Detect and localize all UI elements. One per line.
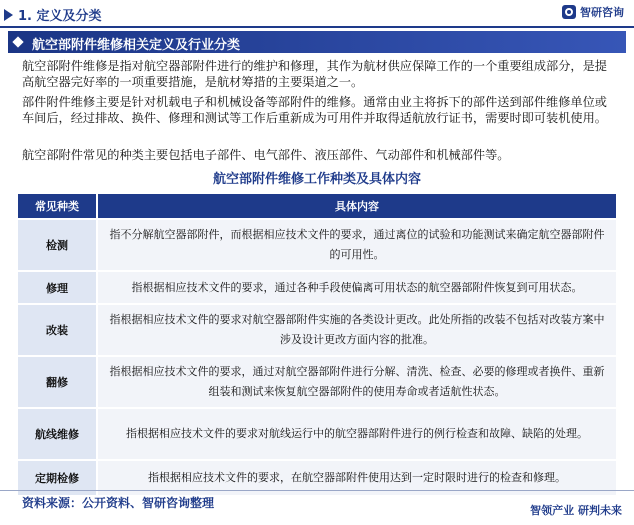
footer-divider — [0, 490, 634, 491]
logo-text: 智研咨询 — [580, 6, 624, 19]
row-content: 指根据相应技术文件的要求，在航空器部附件使用达到一定时限时进行的检查和修理。 — [96, 461, 616, 495]
intro-paragraph-3: 航空部附件常见的种类主要包括电子部件、电气部件、液压部件、气动部件和机械部件等。 — [22, 148, 510, 162]
table-row — [18, 357, 616, 407]
row-content: 指根据相应技术文件的要求对航空器部附件实施的各类设计更改。此处所指的改装不包括对改装方案中涉及设计更改方面内容的批准。 — [96, 305, 616, 355]
top-header — [0, 0, 634, 28]
footer-slogan: 智领产业 研判未来 — [530, 504, 622, 517]
table-row — [18, 409, 616, 459]
brand-logo — [562, 4, 624, 20]
row-type: 改装 — [18, 305, 96, 355]
logo-mark-icon — [562, 5, 576, 19]
intro-paragraph-2: 部件附件维修主要是针对机载电子和机械设备等部附件的维修。通常由业主将拆下的部件送到部件维修单位或车间后，经过排故、换件、修理和测试等工作后重新成为可用件并取得适航放行证书，需要时即可装机使用。 — [22, 95, 607, 125]
intro-paragraph-1: 航空部附件维修是指对航空器部附件进行的维护和修理，其作为航材供应保障工作的一个重要组成部分，是提高航空器完好率的一项重要措施，是航材筹措的主要渠道之一。 — [22, 59, 607, 89]
row-content: 指根据相应技术文件的要求，通过各种手段使偏离可用状态的航空器部附件恢复到可用状态。 — [96, 272, 616, 303]
row-type: 航线维修 — [18, 409, 96, 459]
row-type: 翻修 — [18, 357, 96, 407]
source-note: 资料来源：公开资料、智研咨询整理 — [22, 496, 215, 510]
banner-title: 航空部附件维修相关定义及行业分类 — [32, 38, 241, 53]
title-banner — [8, 31, 626, 53]
table-row — [18, 272, 616, 303]
table-header — [18, 194, 616, 218]
header-divider — [0, 26, 634, 28]
maintenance-types-table — [18, 194, 616, 495]
row-content: 指根据相应技术文件的要求，通过对航空器部附件进行分解、清洗、检查、必要的修理或者换件、重新组装和测试来恢复航空器部附件的使用寿命或者适航性状态。 — [96, 357, 616, 407]
table-row — [18, 220, 616, 270]
row-type: 检测 — [18, 220, 96, 270]
row-content: 指根据相应技术文件的要求对航线运行中的航空器部附件进行的例行检查和故障、缺陷的处理。 — [96, 409, 616, 459]
header-content: 具体内容 — [96, 194, 616, 218]
diamond-icon — [12, 36, 23, 47]
row-type: 修理 — [18, 272, 96, 303]
row-type: 定期检修 — [18, 461, 96, 495]
table-title: 航空部附件维修工作种类及具体内容 — [212, 172, 421, 187]
table-row — [18, 305, 616, 355]
header-type: 常见种类 — [35, 200, 79, 213]
triangle-marker-icon — [4, 9, 13, 21]
section-title: 1. 定义及分类 — [18, 9, 102, 24]
row-content: 指不分解航空器部附件，而根据相应技术文件的要求，通过离位的试验和功能测试来确定航空器部附件的可用性。 — [96, 220, 616, 270]
